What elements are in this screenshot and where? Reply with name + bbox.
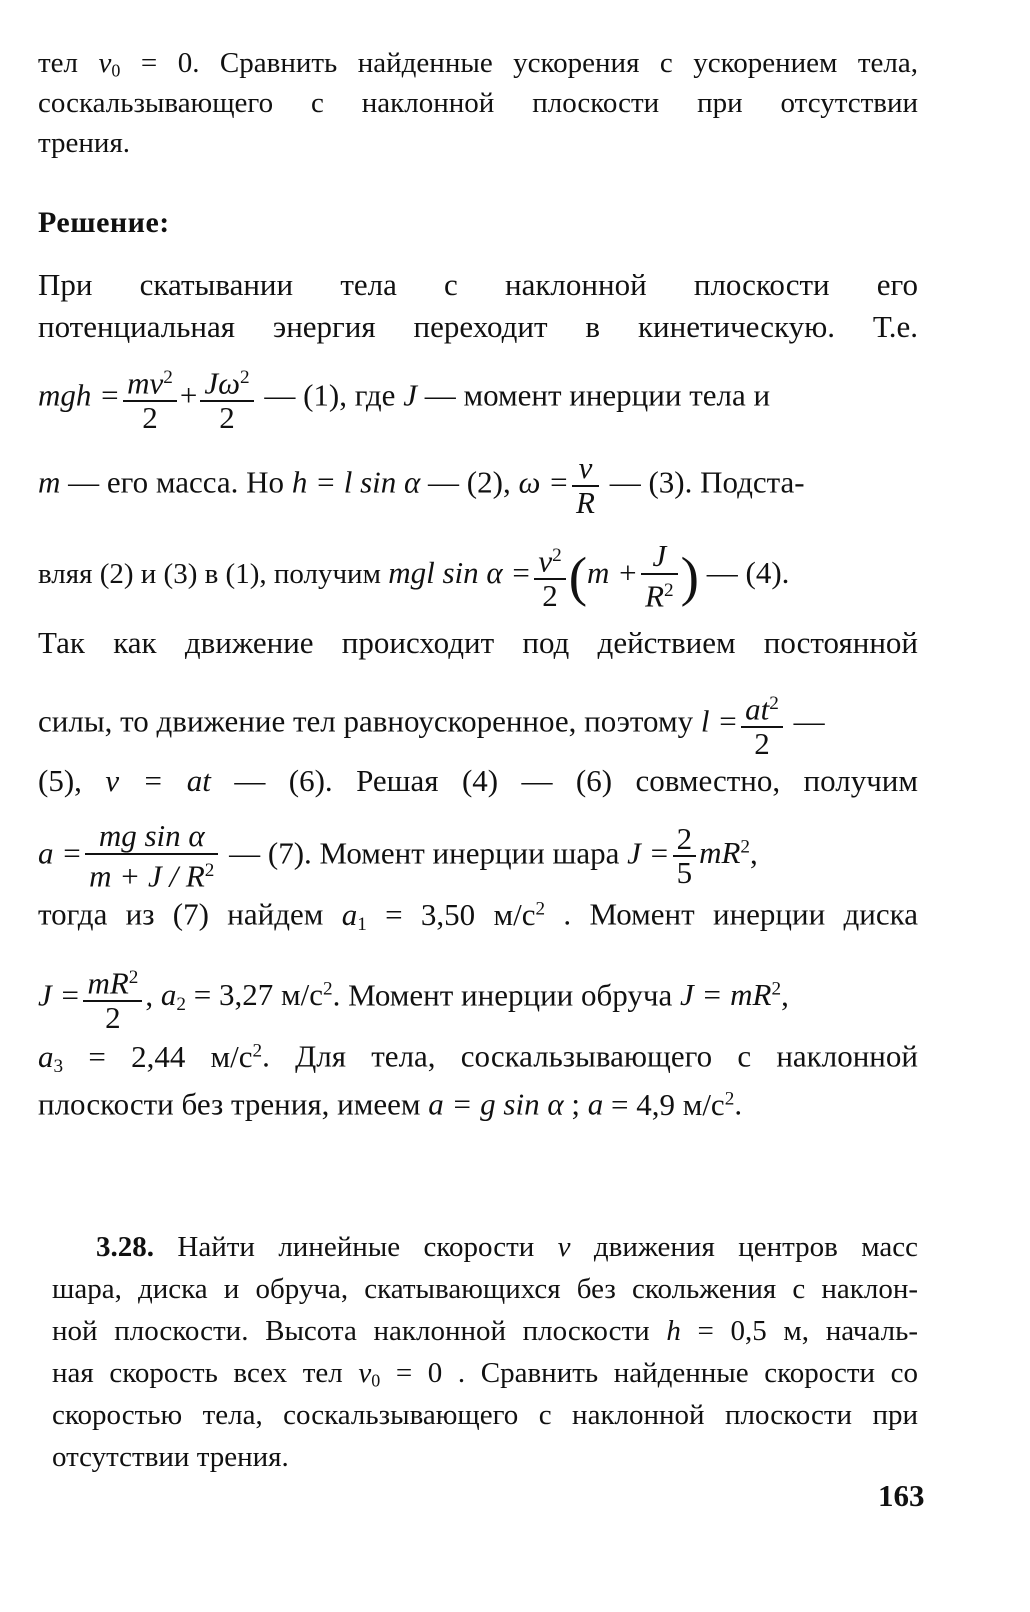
text: тогда из (7) найдем [38,896,342,932]
line-5-6 [38,762,918,800]
problem-line-4 [52,1354,918,1399]
math-J: J = [38,977,81,1013]
text: — (6). Решая (4) — (6) совместно, получим [210,763,919,798]
right-paren: ) [680,545,700,607]
sub-frac-2: $\frac{J}{R^2}$ [641,540,678,613]
math-v-at: v = at [105,763,211,798]
math-m: m [38,464,61,500]
a3-line [38,1032,918,1085]
problem-number: 3.28. [96,1231,154,1263]
text: вляя (2) и (3) в (1), получим [38,557,389,590]
text: , [145,977,161,1013]
a3-value: = 2,44 $м/с^2$ [63,1038,263,1074]
math-mR2: $mR^2$ [699,835,750,871]
text: = 0,5 м, началь- [680,1315,918,1347]
text: . Момент инерции диска [545,896,918,932]
text: — (3). Подста- [601,464,805,500]
sub-frac-1: $\frac{v^2}{2}$ [534,540,565,613]
l-line [38,688,918,761]
text: — его масса. Но [60,464,292,500]
problem-line-2: шара, диска и обруча, скатывающихся без скольжения с наклон- [52,1273,918,1305]
text: движения центров масс [570,1231,918,1263]
math-a3: $a_3$ [38,1038,64,1077]
math-m-plus: m + [587,554,639,590]
equation-1-line [38,362,918,435]
math-hoop: $J = mR^2$ [679,977,782,1013]
eq1-frac-1: $\frac{mv^2}{2}$ [123,362,177,435]
math-lhs: mgl sin α = [388,554,532,590]
a1-value: = 3,50 $м/с^2$ [366,896,546,932]
text: ная скорость всех тел [52,1357,359,1389]
math-h: h [666,1315,681,1347]
a1-line [38,890,918,943]
text: — момент инерции тела и [416,377,771,413]
text: Найти линейные скорости [154,1231,558,1263]
a-frac: $\frac{\text{mg sin α}}{m + J / R^2}$ [85,820,218,893]
text: , [781,977,789,1013]
text: . Для тела, соскальзывающего с наклонной [262,1038,918,1074]
intro-line-1 [38,44,918,89]
math-a-gsin: a = g sin α [428,1086,564,1122]
math-a: a [587,1086,604,1122]
text: — [785,703,825,739]
text: — (1), где [256,377,404,413]
text: (5), [38,763,106,798]
text: — (7). Момент инерции шара [221,835,628,871]
ball-frac: $\frac{2}{5}$ [673,823,697,890]
text: , [750,835,758,871]
substitution-line [38,540,918,613]
text: тел [38,47,79,79]
a-value: = 4,9 $м/с^2$ [603,1086,735,1122]
left-paren: ( [568,545,588,607]
math-J: J = [627,835,670,871]
math-v: v [557,1231,571,1263]
text: силы, то движение тел равноускоренное, поэтому [38,703,701,739]
omega-frac: $\frac{v}{R}$ [572,452,599,519]
math-v0: $v_0 = 0$ [98,47,193,81]
intro-line-2: соскальзывающего с наклонной плоскости при отсутствии [38,87,918,119]
text: ной плоскости. Высота наклонной плоскости [52,1315,667,1347]
plus: + [179,377,198,413]
solution-heading: Решение: [38,206,170,239]
text: плоскости без трения, имеем [38,1086,429,1122]
a2-value: = 3,27 $м/с^2$ [185,977,333,1013]
intro-line-3: трения. [38,127,131,159]
math-v0: $v_0$ [358,1357,381,1391]
math-a2: $a_2$ [160,977,186,1016]
disk-frac: $\frac{mR^2}{2}$ [83,962,142,1035]
problem-line-3 [52,1312,918,1350]
problem-line-5: скоростью тела, соскальзывающего с наклонной плоскости при [52,1399,918,1431]
math-J: J [403,377,417,413]
text: . [734,1086,743,1122]
acceleration-line [38,820,918,893]
text: . Сравнить найденные ускорения с ускорением тела, [192,47,918,79]
eq1-lhs: mgh = [38,377,121,413]
math-a: a = [38,835,83,871]
text: . Момент инерции обруча [332,977,680,1013]
math-l: l = [700,703,739,739]
l-frac: $\frac{at^2}{2}$ [741,688,783,761]
problem-line-6: отсутствии трения. [52,1441,289,1473]
eq1-frac-2: $\frac{J\omega^2}{2}$ [200,362,253,435]
solution-line-1: При скатывании тела с наклонной плоскости его [38,267,918,302]
solution-line-2: потенциальная энергия переходит в кинетическую. Т.е. [38,309,918,344]
page-number: 163 [878,1478,925,1513]
text: = 0 . Сравнить найденные скорости со [380,1357,919,1389]
solution-line-motion: Так как движение происходит под действием постоянной [38,625,918,660]
text: — (4). [699,554,790,590]
disk-line [38,962,918,1035]
math-h-eq: h = l sin α [291,464,421,500]
math-omega: ω = [518,464,570,500]
mass-line [38,452,918,519]
text: — (2), [420,464,519,500]
math-a1: $a_1$ [341,896,367,935]
text: ; [563,1086,588,1122]
problem-line-1 [96,1228,918,1266]
frictionless-line [38,1080,918,1124]
